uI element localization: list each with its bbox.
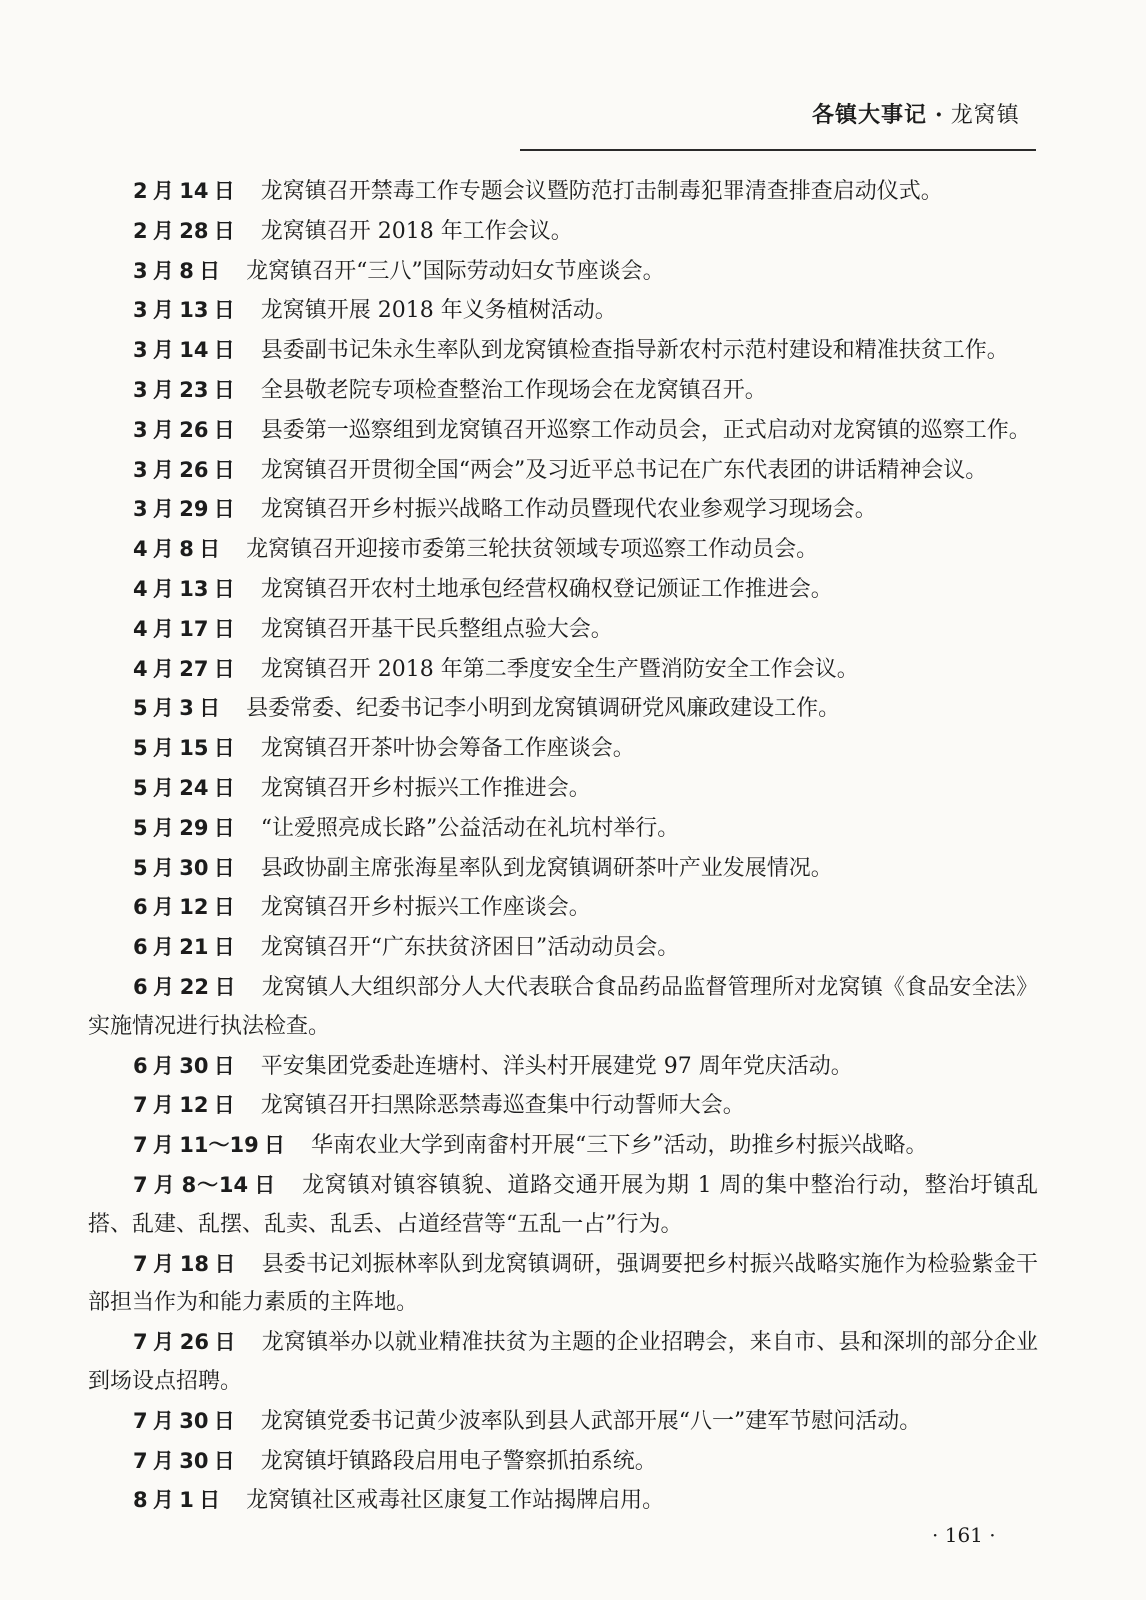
- event-entry: [88, 1442, 1038, 1482]
- event-text: 龙窝镇召开禁毒工作专题会议暨防范打击制毒犯罪清查排查启动仪式。: [260, 179, 943, 204]
- event-date: 7 月 26 日: [133, 1330, 236, 1355]
- event-date: 2 月 28 日: [133, 218, 235, 243]
- event-entry: [88, 729, 1038, 769]
- event-list: [88, 172, 1038, 1521]
- header-rule: [520, 149, 1036, 151]
- event-text: 龙窝镇召开乡村振兴战略工作动员暨现代农业参观学习现场会。: [260, 497, 877, 523]
- event-date: 4 月 13 日: [133, 576, 235, 601]
- event-text: “让爱照亮成长路”公益活动在礼坑村举行。: [260, 815, 680, 841]
- event-text: 龙窝镇举办以就业精准扶贫为主题的企业招聘会，来自市、县和深圳的部分企业到场设点招聘。: [88, 1330, 1038, 1394]
- event-entry: [88, 1166, 1038, 1245]
- event-date: 7 月 30 日: [133, 1408, 235, 1433]
- event-entry: [88, 769, 1038, 809]
- event-entry: [88, 849, 1038, 889]
- event-text: 龙窝镇召开茶叶协会筹备工作座谈会。: [260, 736, 635, 762]
- event-date: 5 月 24 日: [133, 775, 235, 800]
- event-entry: [88, 888, 1038, 928]
- event-entry: [88, 252, 1038, 292]
- event-entry: [88, 809, 1038, 849]
- event-date: 7 月 11～19 日: [133, 1133, 285, 1158]
- event-entry: [88, 291, 1038, 331]
- event-text: 全县敬老院专项检查整治工作现场会在龙窝镇召开。: [260, 377, 767, 403]
- event-text: 龙窝镇召开扫黑除恶禁毒巡查集中行动誓师大会。: [260, 1093, 745, 1119]
- event-date: 3 月 26 日: [133, 457, 235, 482]
- event-date: 7 月 8～14 日: [133, 1172, 277, 1197]
- event-entry: [88, 371, 1038, 411]
- event-entry: [88, 490, 1038, 530]
- event-date: 7 月 12 日: [133, 1093, 235, 1118]
- header-town-name: 龙窝镇: [950, 103, 1020, 128]
- event-date: 2 月 14 日: [133, 179, 235, 203]
- event-entry: [88, 610, 1038, 650]
- event-entry: [88, 212, 1038, 252]
- event-date: 8 月 1 日: [133, 1488, 221, 1513]
- event-date: 3 月 8 日: [133, 258, 221, 283]
- event-text: 县委第一巡察组到龙窝镇召开巡察工作动员会，正式启动对龙窝镇的巡察工作。: [260, 417, 1031, 443]
- event-date: 7 月 18 日: [133, 1251, 236, 1276]
- event-date: 3 月 13 日: [133, 298, 235, 323]
- event-text: 平安集团党委赴连塘村、洋头村开展建党 97 周年党庆活动。: [260, 1053, 853, 1079]
- event-text: 华南农业大学到南畲村开展“三下乡”活动，助推乡村振兴战略。: [311, 1133, 928, 1159]
- event-date: 4 月 8 日: [133, 537, 221, 562]
- event-text: 龙窝镇召开 2018 年工作会议。: [260, 218, 573, 244]
- event-text: 龙窝镇召开乡村振兴工作座谈会。: [260, 895, 591, 921]
- event-text: 县委常委、纪委书记李小明到龙窝镇调研党风廉政建设工作。: [246, 696, 841, 722]
- event-entry: [88, 1481, 1038, 1521]
- event-date: 5 月 3 日: [133, 696, 221, 721]
- event-date: 3 月 26 日: [133, 417, 235, 442]
- event-text: 龙窝镇召开乡村振兴工作推进会。: [260, 775, 591, 801]
- event-date: 3 月 14 日: [133, 338, 235, 363]
- event-entry: [88, 451, 1038, 491]
- event-entry: [88, 1245, 1038, 1324]
- event-date: 6 月 22 日: [133, 974, 236, 999]
- event-text: 龙窝镇召开“三八”国际劳动妇女节座谈会。: [246, 258, 665, 284]
- event-entry: [88, 650, 1038, 690]
- event-entry: [88, 968, 1038, 1047]
- event-entry: [88, 172, 1038, 212]
- event-text: 龙窝镇社区戒毒社区康复工作站揭牌启用。: [246, 1488, 665, 1514]
- event-text: 龙窝镇开展 2018 年义务植树活动。: [260, 298, 617, 324]
- event-date: 6 月 30 日: [133, 1053, 235, 1078]
- event-date: 6 月 12 日: [133, 895, 235, 920]
- event-date: 4 月 17 日: [133, 616, 235, 641]
- event-text: 县委书记刘振林率队到龙窝镇调研，强调要把乡村振兴战略实施作为检验紫金干部担当作为和能力素质的主阵地。: [88, 1251, 1038, 1316]
- event-text: 龙窝镇召开基干民兵整组点验大会。: [260, 616, 613, 642]
- event-entry: [88, 530, 1038, 570]
- event-date: 3 月 23 日: [133, 377, 235, 402]
- event-entry: [88, 1323, 1038, 1402]
- event-text: 龙窝镇召开迎接市委第三轮扶贫领域专项巡察工作动员会。: [246, 537, 819, 563]
- event-entry: [88, 1126, 1038, 1166]
- event-text: 龙窝镇对镇容镇貌、道路交通开展为期 1 周的集中整治行动，整治圩镇乱搭、乱建、乱摆、乱卖、乱丢、占道经营等“五乱一占”行为。: [88, 1172, 1038, 1237]
- event-entry: [88, 1402, 1038, 1442]
- event-date: 3 月 29 日: [133, 497, 235, 522]
- event-text: 龙窝镇党委书记黄少波率队到县人武部开展“八一”建军节慰问活动。: [260, 1408, 922, 1434]
- event-text: 龙窝镇召开“广东扶贫济困日”活动动员会。: [260, 935, 680, 961]
- event-date: 5 月 30 日: [133, 855, 235, 880]
- event-text: 龙窝镇人大组织部分人大代表联合食品药品监督管理所对龙窝镇《食品安全法》实施情况进行执法检查。: [88, 974, 1038, 1039]
- event-date: 5 月 29 日: [133, 815, 235, 840]
- running-header: [812, 100, 1020, 131]
- event-entry: [88, 411, 1038, 451]
- event-entry: [88, 331, 1038, 371]
- event-entry: [88, 689, 1038, 729]
- event-date: 4 月 27 日: [133, 656, 235, 681]
- event-text: 龙窝镇圩镇路段启用电子警察抓拍系统。: [260, 1448, 657, 1474]
- event-text: 龙窝镇召开 2018 年第二季度安全生产暨消防安全工作会议。: [260, 656, 859, 682]
- event-date: 7 月 30 日: [133, 1448, 235, 1473]
- event-entry: [88, 928, 1038, 968]
- event-text: 县委副书记朱永生率队到龙窝镇检查指导新农村示范村建设和精准扶贫工作。: [260, 338, 1009, 364]
- event-entry: [88, 1086, 1038, 1126]
- event-text: 龙窝镇召开农村土地承包经营权确权登记颁证工作推进会。: [260, 576, 833, 602]
- event-entry: [88, 1047, 1038, 1087]
- event-text: 龙窝镇召开贯彻全国“两会”及习近平总书记在广东代表团的讲话精神会议。: [260, 457, 988, 483]
- event-date: 5 月 15 日: [133, 736, 235, 761]
- header-section-title: 各镇大事记: [812, 103, 928, 128]
- event-text: 县政协副主席张海星率队到龙窝镇调研茶叶产业发展情况。: [260, 855, 833, 881]
- header-separator: ·: [935, 102, 943, 128]
- event-entry: [88, 570, 1038, 610]
- page-number: · 161 ·: [932, 1523, 996, 1547]
- event-date: 6 月 21 日: [133, 935, 235, 960]
